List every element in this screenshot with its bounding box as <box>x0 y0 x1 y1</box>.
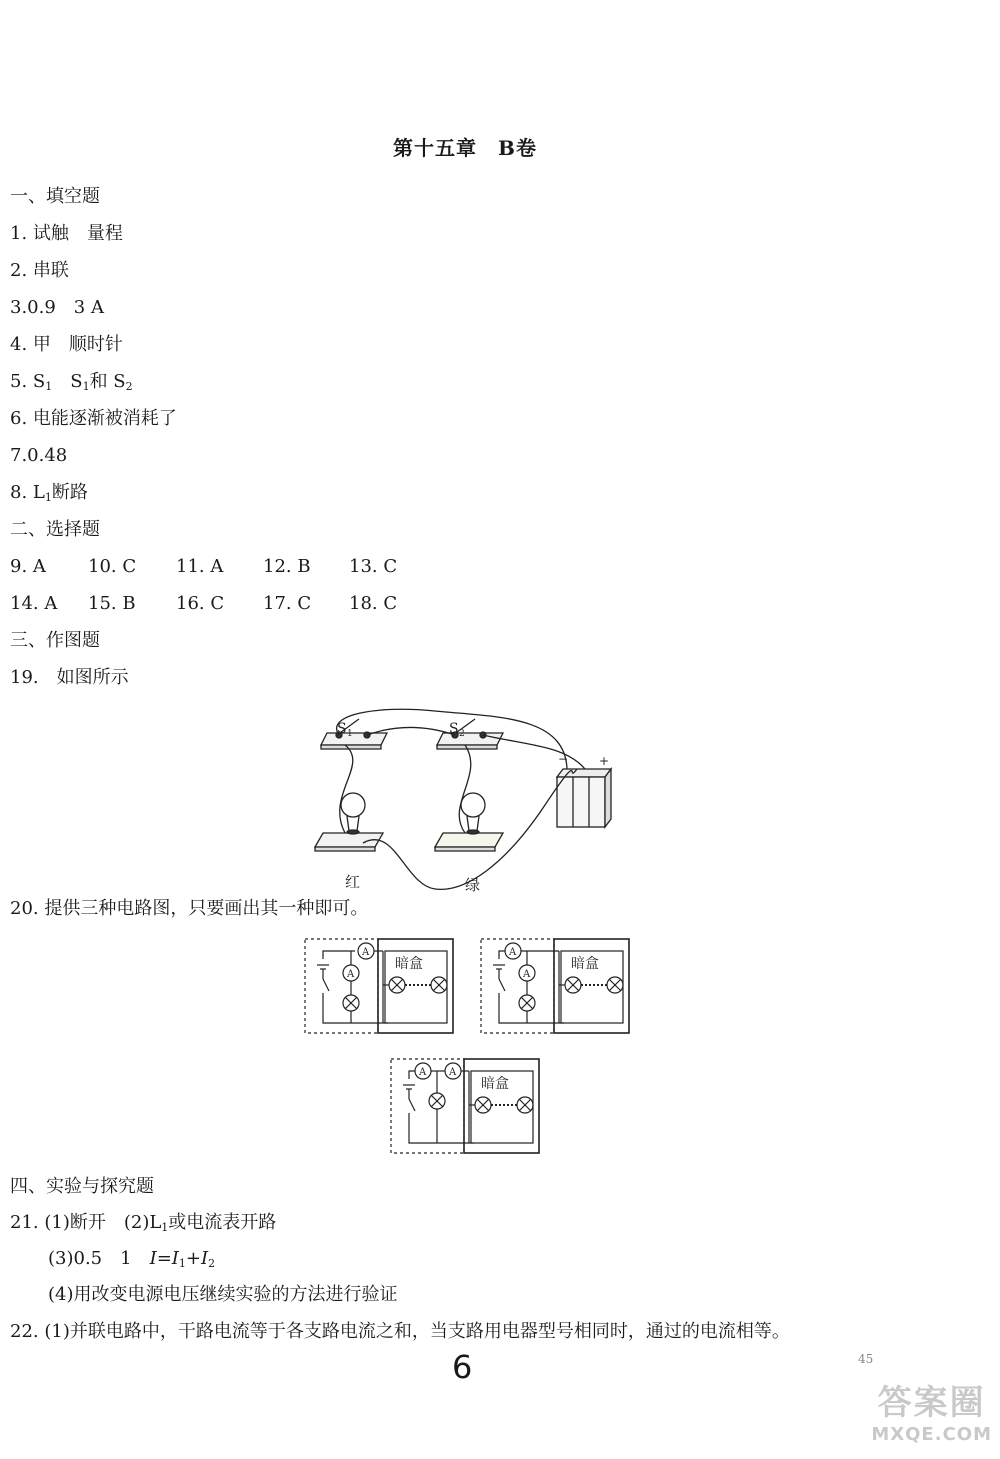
section-choice: 二、选择题 <box>10 519 100 540</box>
choice-answer: 14. A <box>10 593 58 614</box>
ammeter-symbol: A <box>347 969 355 980</box>
label-s2-sub: 2 <box>459 729 465 739</box>
choice-answer: 9. A <box>10 556 46 577</box>
answer-1: 1. 试触 量程 <box>10 223 123 244</box>
ammeter-symbol: A <box>523 969 531 980</box>
label-s1: S <box>337 721 347 737</box>
ammeter-symbol: A <box>509 947 517 958</box>
dark-box-label: 暗盒 <box>481 1076 509 1092</box>
label-s2: S <box>449 721 459 737</box>
circuit-diagram-2 <box>479 937 631 1037</box>
choice-answer: 12. B <box>263 556 311 577</box>
answer-21-part1: 21. (1)断开 $(2)L_1$或电流表开路 <box>10 1212 277 1234</box>
answer-20: 20. 提供三种电路图，只要画出其一种即可。 <box>10 898 369 919</box>
choice-answer: 17. C <box>263 593 312 614</box>
battery-minus: − <box>558 752 569 766</box>
answer-5: 5. $S_1$ $S_1$和 $S_2$ <box>10 371 133 393</box>
section-drawing: 三、作图题 <box>10 630 100 651</box>
ammeter-symbol: A <box>449 1067 457 1078</box>
answer-4: 4. 甲 顺时针 <box>10 334 123 355</box>
dark-box-label: 暗盒 <box>395 956 423 972</box>
answer-6: 6. 电能逐渐被消耗了 <box>10 408 177 429</box>
circuit-diagram-1 <box>303 937 455 1037</box>
label-s1-sub: 1 <box>347 729 353 739</box>
choice-answer: 15. B <box>88 593 136 614</box>
watermark-logo: 答案圈 MXQE.COM <box>871 1383 992 1445</box>
label-red: 红 <box>345 873 361 891</box>
section-fill-in: 一、填空题 <box>10 186 100 207</box>
choice-answer: 10. C <box>88 556 137 577</box>
answer-21-part3: (3)0.5 1 $I=I_1+I_2$ <box>48 1248 216 1270</box>
choice-answer: 18. C <box>349 593 398 614</box>
choice-answer: 13. C <box>349 556 398 577</box>
answer-8: 8. $L_1$断路 <box>10 482 88 504</box>
answer-3: 3.0.9 3 A <box>10 297 104 318</box>
answer-19: 19. 如图所示 <box>10 667 129 688</box>
answer-2: 2. 串联 <box>10 260 69 281</box>
label-green: 绿 <box>465 876 481 894</box>
ammeter-symbol: A <box>362 947 370 958</box>
answer-21-part4: (4)用改变电源电压继续实验的方法进行验证 <box>48 1284 398 1305</box>
ammeter-symbol: A <box>419 1067 427 1078</box>
answer-7: 7.0.48 <box>10 445 68 466</box>
circuit-diagram-3 <box>389 1057 541 1157</box>
printed-page-number: 45 <box>858 1352 874 1366</box>
choice-answer: 16. C <box>176 593 225 614</box>
choice-answer: 11. A <box>176 556 224 577</box>
page-number: 6 <box>452 1348 473 1386</box>
page-title: 第十五章 B卷 <box>393 136 537 160</box>
dark-box-label: 暗盒 <box>571 956 599 972</box>
figure-19-wiring <box>315 705 625 900</box>
answer-22: 22. (1)并联电路中，干路电流等于各支路电流之和，当支路用电器型号相同时，通过的电流相等。 <box>10 1321 790 1342</box>
battery-plus: + <box>599 754 610 768</box>
section-experiment: 四、实验与探究题 <box>10 1176 154 1197</box>
